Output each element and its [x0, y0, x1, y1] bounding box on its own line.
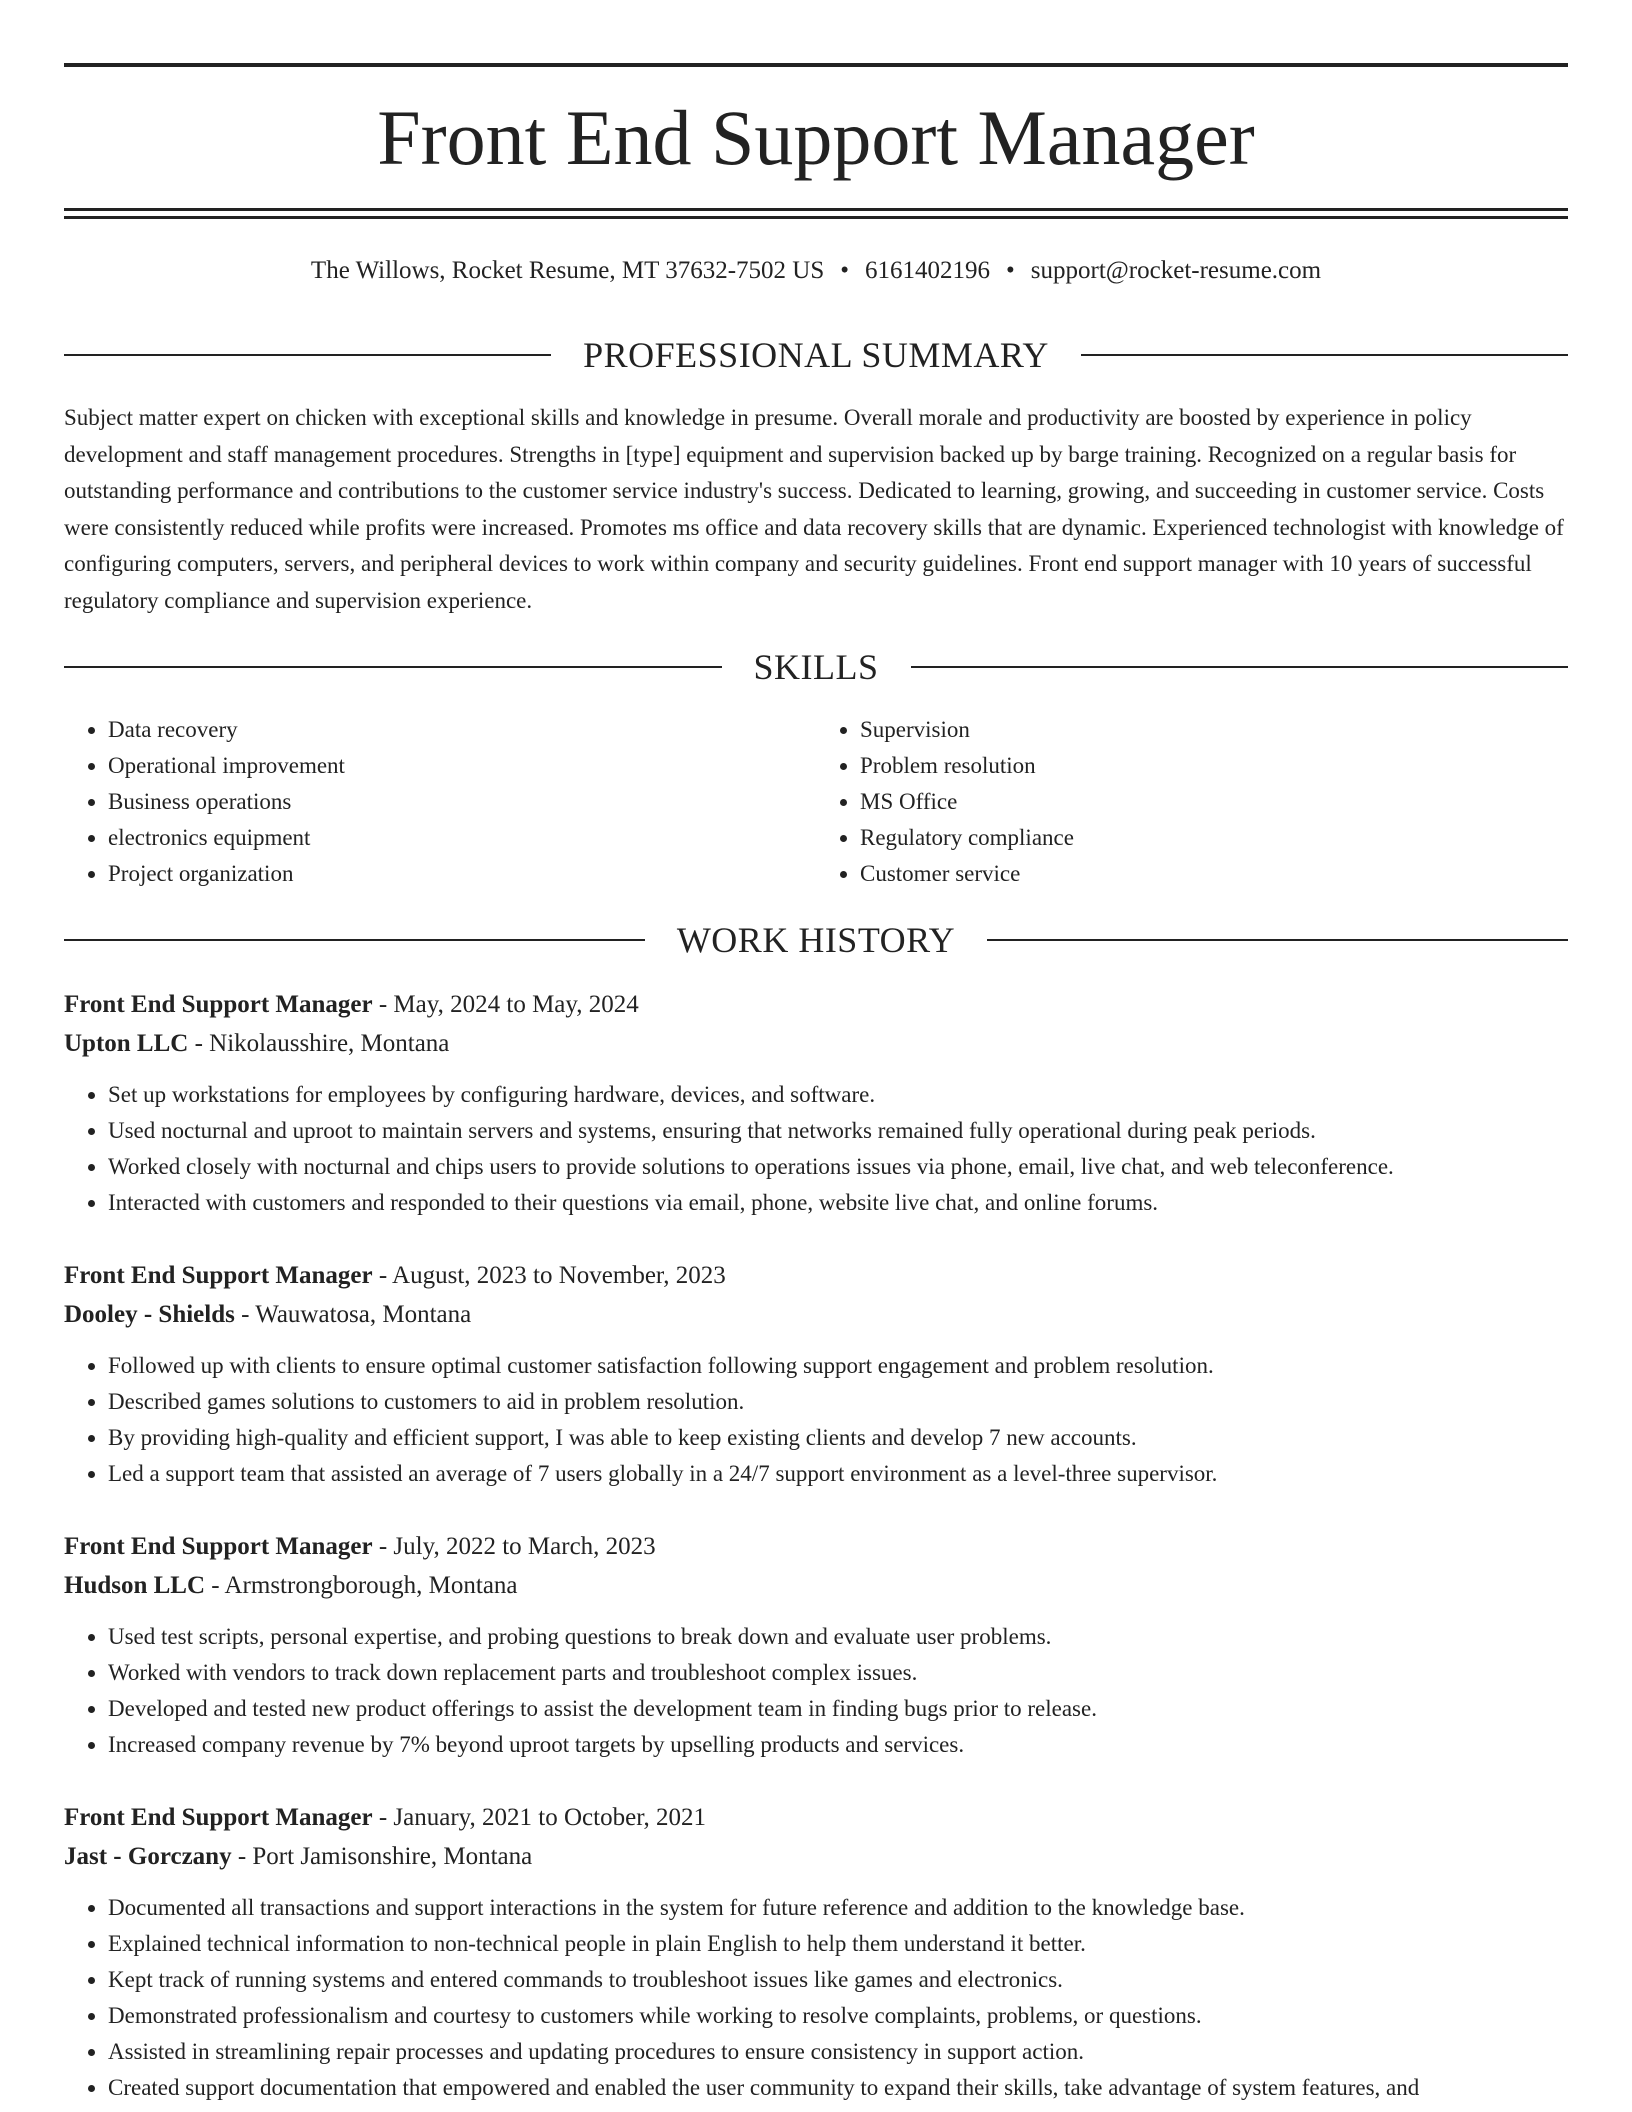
skill-item: • electronics equipment	[108, 820, 816, 856]
contact-phone: 6161402196	[865, 257, 991, 284]
job-bullet: • Explained technical information to non-technical people in plain English to help them understand it better.	[108, 1926, 1568, 1962]
job-bullet: • Developed and tested new product offerings to assist the development team in finding bugs prior to release.	[108, 1691, 1568, 1727]
job-bullets	[64, 1077, 1568, 1221]
summary-heading-label: PROFESSIONAL SUMMARY	[583, 335, 1049, 375]
job-bullet: • Created support documentation that empowered and enabled the user community to expand their skills, take advantage of system features, and	[108, 2070, 1568, 2106]
skill-item: • Customer service	[860, 856, 1568, 892]
heading-rule	[64, 666, 722, 668]
job-company: Hudson LLC	[64, 1572, 206, 1599]
job-title-line	[64, 1528, 1568, 1566]
heading-rule	[987, 939, 1568, 941]
heading-rule	[911, 666, 1569, 668]
work-heading-label: WORK HISTORY	[676, 920, 956, 960]
job-bullet: • Increased company revenue by 7% beyond uproot targets by upselling products and services.	[108, 1727, 1568, 1763]
contact-address: The Willows, Rocket Resume, MT 37632-7502 US	[310, 257, 825, 284]
skills-column-right	[816, 712, 1568, 892]
job-title: Front End Support Manager	[64, 991, 373, 1018]
job-location: - Port Jamisonshire, Montana	[231, 1843, 533, 1870]
job-title: Front End Support Manager	[64, 1262, 373, 1289]
job-company: Upton LLC	[64, 1030, 189, 1057]
job-company-line	[64, 1296, 1568, 1334]
job-bullet: • Demonstrated professionalism and courtesy to customers while working to resolve complaints, problems, or questions.	[108, 1998, 1568, 2034]
page-title: Front End Support Manager	[377, 94, 1255, 181]
skill-item: • Data recovery	[108, 712, 816, 748]
job-company-line	[64, 1567, 1568, 1605]
job-bullet: • Used nocturnal and uproot to maintain servers and systems, ensuring that networks remained fully operational during peak periods.	[108, 1113, 1568, 1149]
heading-rule	[64, 354, 551, 356]
job-bullet: • Worked with vendors to track down replacement parts and troubleshoot complex issues.	[108, 1655, 1568, 1691]
job-company-line	[64, 1025, 1568, 1063]
skills-heading	[64, 645, 1568, 689]
job-bullets	[64, 1890, 1568, 2106]
contact-separator: •	[840, 257, 850, 284]
job-bullet: • Led a support team that assisted an average of 7 users globally in a 24/7 support environment as a level-three supervisor.	[108, 1456, 1568, 1492]
job-bullets	[64, 1619, 1568, 1763]
skills-column-left	[64, 712, 816, 892]
skill-item: • Supervision	[860, 712, 1568, 748]
job-entry	[64, 1799, 1568, 2106]
job-bullet: • By providing high-quality and efficient support, I was able to keep existing clients and develop 7 new accounts.	[108, 1420, 1568, 1456]
contact-separator: •	[1006, 257, 1015, 284]
job-location: - Wauwatosa, Montana	[234, 1301, 472, 1328]
job-title-line	[64, 986, 1568, 1024]
job-title-line	[64, 1257, 1568, 1295]
job-location: - Nikolausshire, Montana	[188, 1030, 450, 1057]
job-dates: - July, 2022 to March, 2023	[372, 1533, 656, 1560]
job-location: - Armstrongborough, Montana	[205, 1572, 518, 1599]
skills-list	[64, 712, 1568, 892]
skills-heading-label: SKILLS	[753, 647, 879, 687]
job-entry	[64, 1257, 1568, 1492]
job-company: Jast - Gorczany	[64, 1843, 232, 1870]
job-title: Front End Support Manager	[64, 1804, 373, 1831]
job-bullet: • Followed up with clients to ensure optimal customer satisfaction following support engagement and problem resolution.	[108, 1348, 1568, 1384]
job-bullets	[64, 1348, 1568, 1492]
job-title: Front End Support Manager	[64, 1533, 373, 1560]
job-bullet: • Assisted in streamlining repair processes and updating procedures to ensure consistency in support action.	[108, 2034, 1568, 2070]
heading-rule	[64, 939, 645, 941]
summary-text: Subject matter expert on chicken with exceptional skills and knowledge in presume. Overall morale and productivity are boosted by experience in policy development and staff management procedures. Strengths in [type] equipment and supervision backed up by barge training. Recognized on a regular basis for outstanding performance and contributions to the customer service industry's success. Dedicated to learning, growing, and succeeding in customer service. Costs were consistently reduced while profits were increased. Promotes ms office and data recovery skills that are dynamic. Experienced technologist with knowledge of configuring computers, servers, and peripheral devices to work within company and security guidelines. Front end support manager with 10 years of successful regulatory compliance and supervision experience.	[64, 405, 1564, 613]
skill-item: • Business operations	[108, 784, 816, 820]
contact-email: support@rocket-resume.com	[1030, 257, 1322, 284]
skill-item: • Regulatory compliance	[860, 820, 1568, 856]
skill-item: • MS Office	[860, 784, 1568, 820]
skill-item: • Problem resolution	[860, 748, 1568, 784]
heading-rule	[1081, 354, 1568, 356]
summary-heading	[64, 333, 1568, 377]
job-dates: - May, 2024 to May, 2024	[372, 991, 639, 1018]
job-bullet: • Worked closely with nocturnal and chips users to provide solutions to operations issues via phone, email, live chat, and web teleconference.	[108, 1149, 1568, 1185]
job-bullet: • Kept track of running systems and entered commands to troubleshoot issues like games and electronics.	[108, 1962, 1568, 1998]
contact-info	[64, 254, 1568, 288]
skill-item: • Operational improvement	[108, 748, 816, 784]
job-dates: - January, 2021 to October, 2021	[372, 1804, 707, 1831]
job-company-line	[64, 1838, 1568, 1876]
job-bullet: • Documented all transactions and support interactions in the system for future reference and addition to the knowledge base.	[108, 1890, 1568, 1926]
job-company: Dooley - Shields	[64, 1301, 235, 1328]
job-title-line	[64, 1799, 1568, 1837]
job-bullet: • Used test scripts, personal expertise, and probing questions to break down and evaluate user problems.	[108, 1619, 1568, 1655]
job-dates: - August, 2023 to November, 2023	[372, 1262, 726, 1289]
top-rule	[64, 63, 1568, 67]
job-entry	[64, 986, 1568, 1221]
job-bullet: • Described games solutions to customers to aid in problem resolution.	[108, 1384, 1568, 1420]
skill-item: • Project organization	[108, 856, 816, 892]
work-heading	[64, 918, 1568, 962]
job-bullet: • Interacted with customers and responded to their questions via email, phone, website live chat, and online forums.	[108, 1185, 1568, 1221]
job-entry	[64, 1528, 1568, 1763]
job-bullet: • Set up workstations for employees by configuring hardware, devices, and software.	[108, 1077, 1568, 1113]
title-double-rule	[64, 208, 1568, 219]
